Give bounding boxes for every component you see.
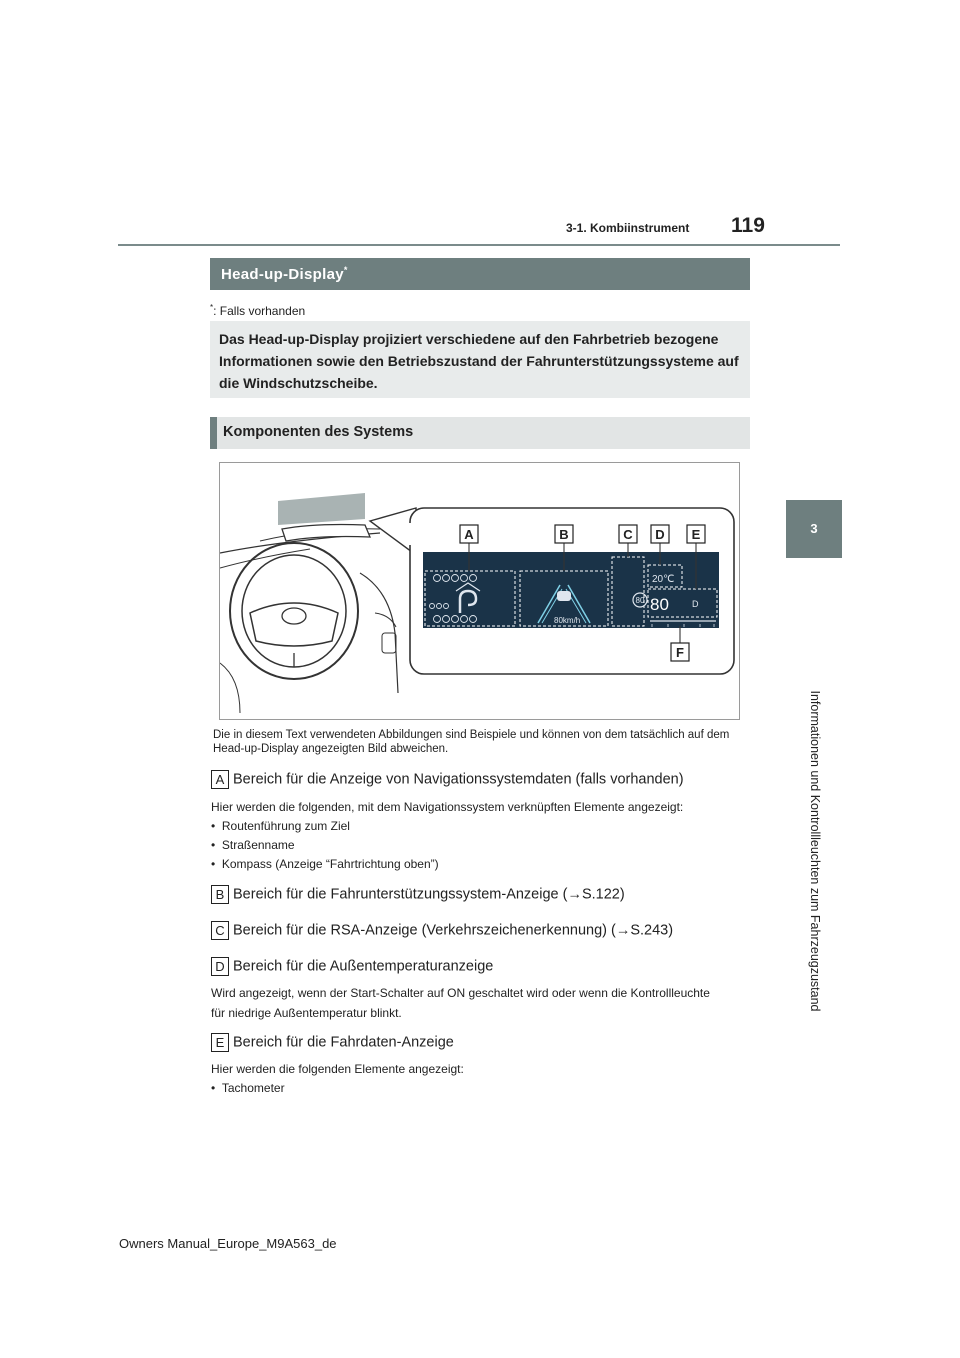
hud-projection bbox=[278, 493, 365, 525]
bullet-street: • Straßenname bbox=[211, 838, 295, 852]
adaptive-speed: 80km/h bbox=[554, 616, 581, 625]
subsection-title: Komponenten des Systems bbox=[223, 424, 414, 440]
item-e-label: E bbox=[211, 1033, 229, 1052]
chapter-tab: 3 bbox=[786, 500, 842, 558]
vehicle-icon bbox=[557, 591, 571, 601]
speed-value: 80 bbox=[650, 595, 669, 614]
figure-caption: Die in diesem Text verwendeten Abbildungen sind Beispiele und können von dem tatsächlich auf dem Head-up-Display angezeigten Bild abweichen. bbox=[213, 729, 730, 755]
item-a: A Bereich für die Anzeige von Navigationssystemdaten (falls vorhanden) bbox=[211, 770, 684, 789]
header-rule bbox=[118, 244, 840, 246]
bullet-route: • Routenführung zum Ziel bbox=[211, 819, 350, 833]
item-c: C Bereich für die RSA-Anzeige (Verkehrszeichenerkennung) (→S.243) bbox=[211, 921, 673, 940]
item-d-label: D bbox=[211, 957, 229, 976]
item-e: E Bereich für die Fahrdaten-Anzeige bbox=[211, 1033, 454, 1052]
bullet-tachometer: • Tachometer bbox=[211, 1081, 285, 1095]
item-b: B Bereich für die Fahrunterstützungssystem-Anzeige (→S.122) bbox=[211, 885, 625, 904]
hud-illustration bbox=[220, 463, 739, 719]
side-chapter-title: Informationen und Kontrollleuchten zum Fahrzeugzustand bbox=[808, 690, 822, 1012]
outside-temperature: 20℃ bbox=[652, 574, 675, 585]
bullet-compass: • Kompass (Anzeige “Fahrtrichtung oben”) bbox=[211, 857, 439, 871]
callout-d: D bbox=[655, 527, 665, 542]
item-a-label: A bbox=[211, 770, 229, 789]
intro-text: Das Head-up-Display projiziert verschiedene auf den Fahrbetrieb bezogene Informationen sowie den Betriebszustand der Fahrunterstützungssysteme auf die Windschutzscheibe. bbox=[219, 331, 739, 391]
callout-c: C bbox=[623, 527, 633, 542]
callout-a: A bbox=[464, 527, 474, 542]
section-title: Head-up-Display* bbox=[221, 265, 348, 283]
footnote: *: Falls vorhanden bbox=[210, 303, 306, 318]
item-d-text-1: Wird angezeigt, wenn der Start-Schalter auf ON geschaltet wird oder wenn die Kontrollleuchte bbox=[211, 986, 710, 1000]
item-a-intro: Hier werden die folgenden, mit dem Navigationssystem verknüpften Elemente angezeigt: bbox=[211, 800, 684, 814]
item-c-label: C bbox=[211, 921, 229, 940]
footer-text: Owners Manual_Europe_M9A563_de bbox=[119, 1236, 337, 1251]
steering-wheel bbox=[230, 543, 358, 679]
callout-b: B bbox=[559, 527, 569, 542]
gear-indicator: D bbox=[692, 599, 699, 609]
item-d-text-2: für niedrige Außentemperatur blinkt. bbox=[211, 1006, 402, 1020]
speed-limit-sign: 80 bbox=[635, 596, 645, 605]
subsection-accent bbox=[210, 417, 217, 449]
chapter-title: 3-1. Kombiinstrument bbox=[566, 221, 690, 235]
page-number: 119 bbox=[731, 214, 765, 237]
callout-f: F bbox=[676, 645, 684, 660]
item-b-label: B bbox=[211, 885, 229, 904]
item-d: D Bereich für die Außentemperaturanzeige bbox=[211, 957, 493, 976]
callout-e: E bbox=[691, 527, 701, 542]
item-e-intro: Hier werden die folgenden Elemente angezeigt: bbox=[211, 1062, 464, 1076]
